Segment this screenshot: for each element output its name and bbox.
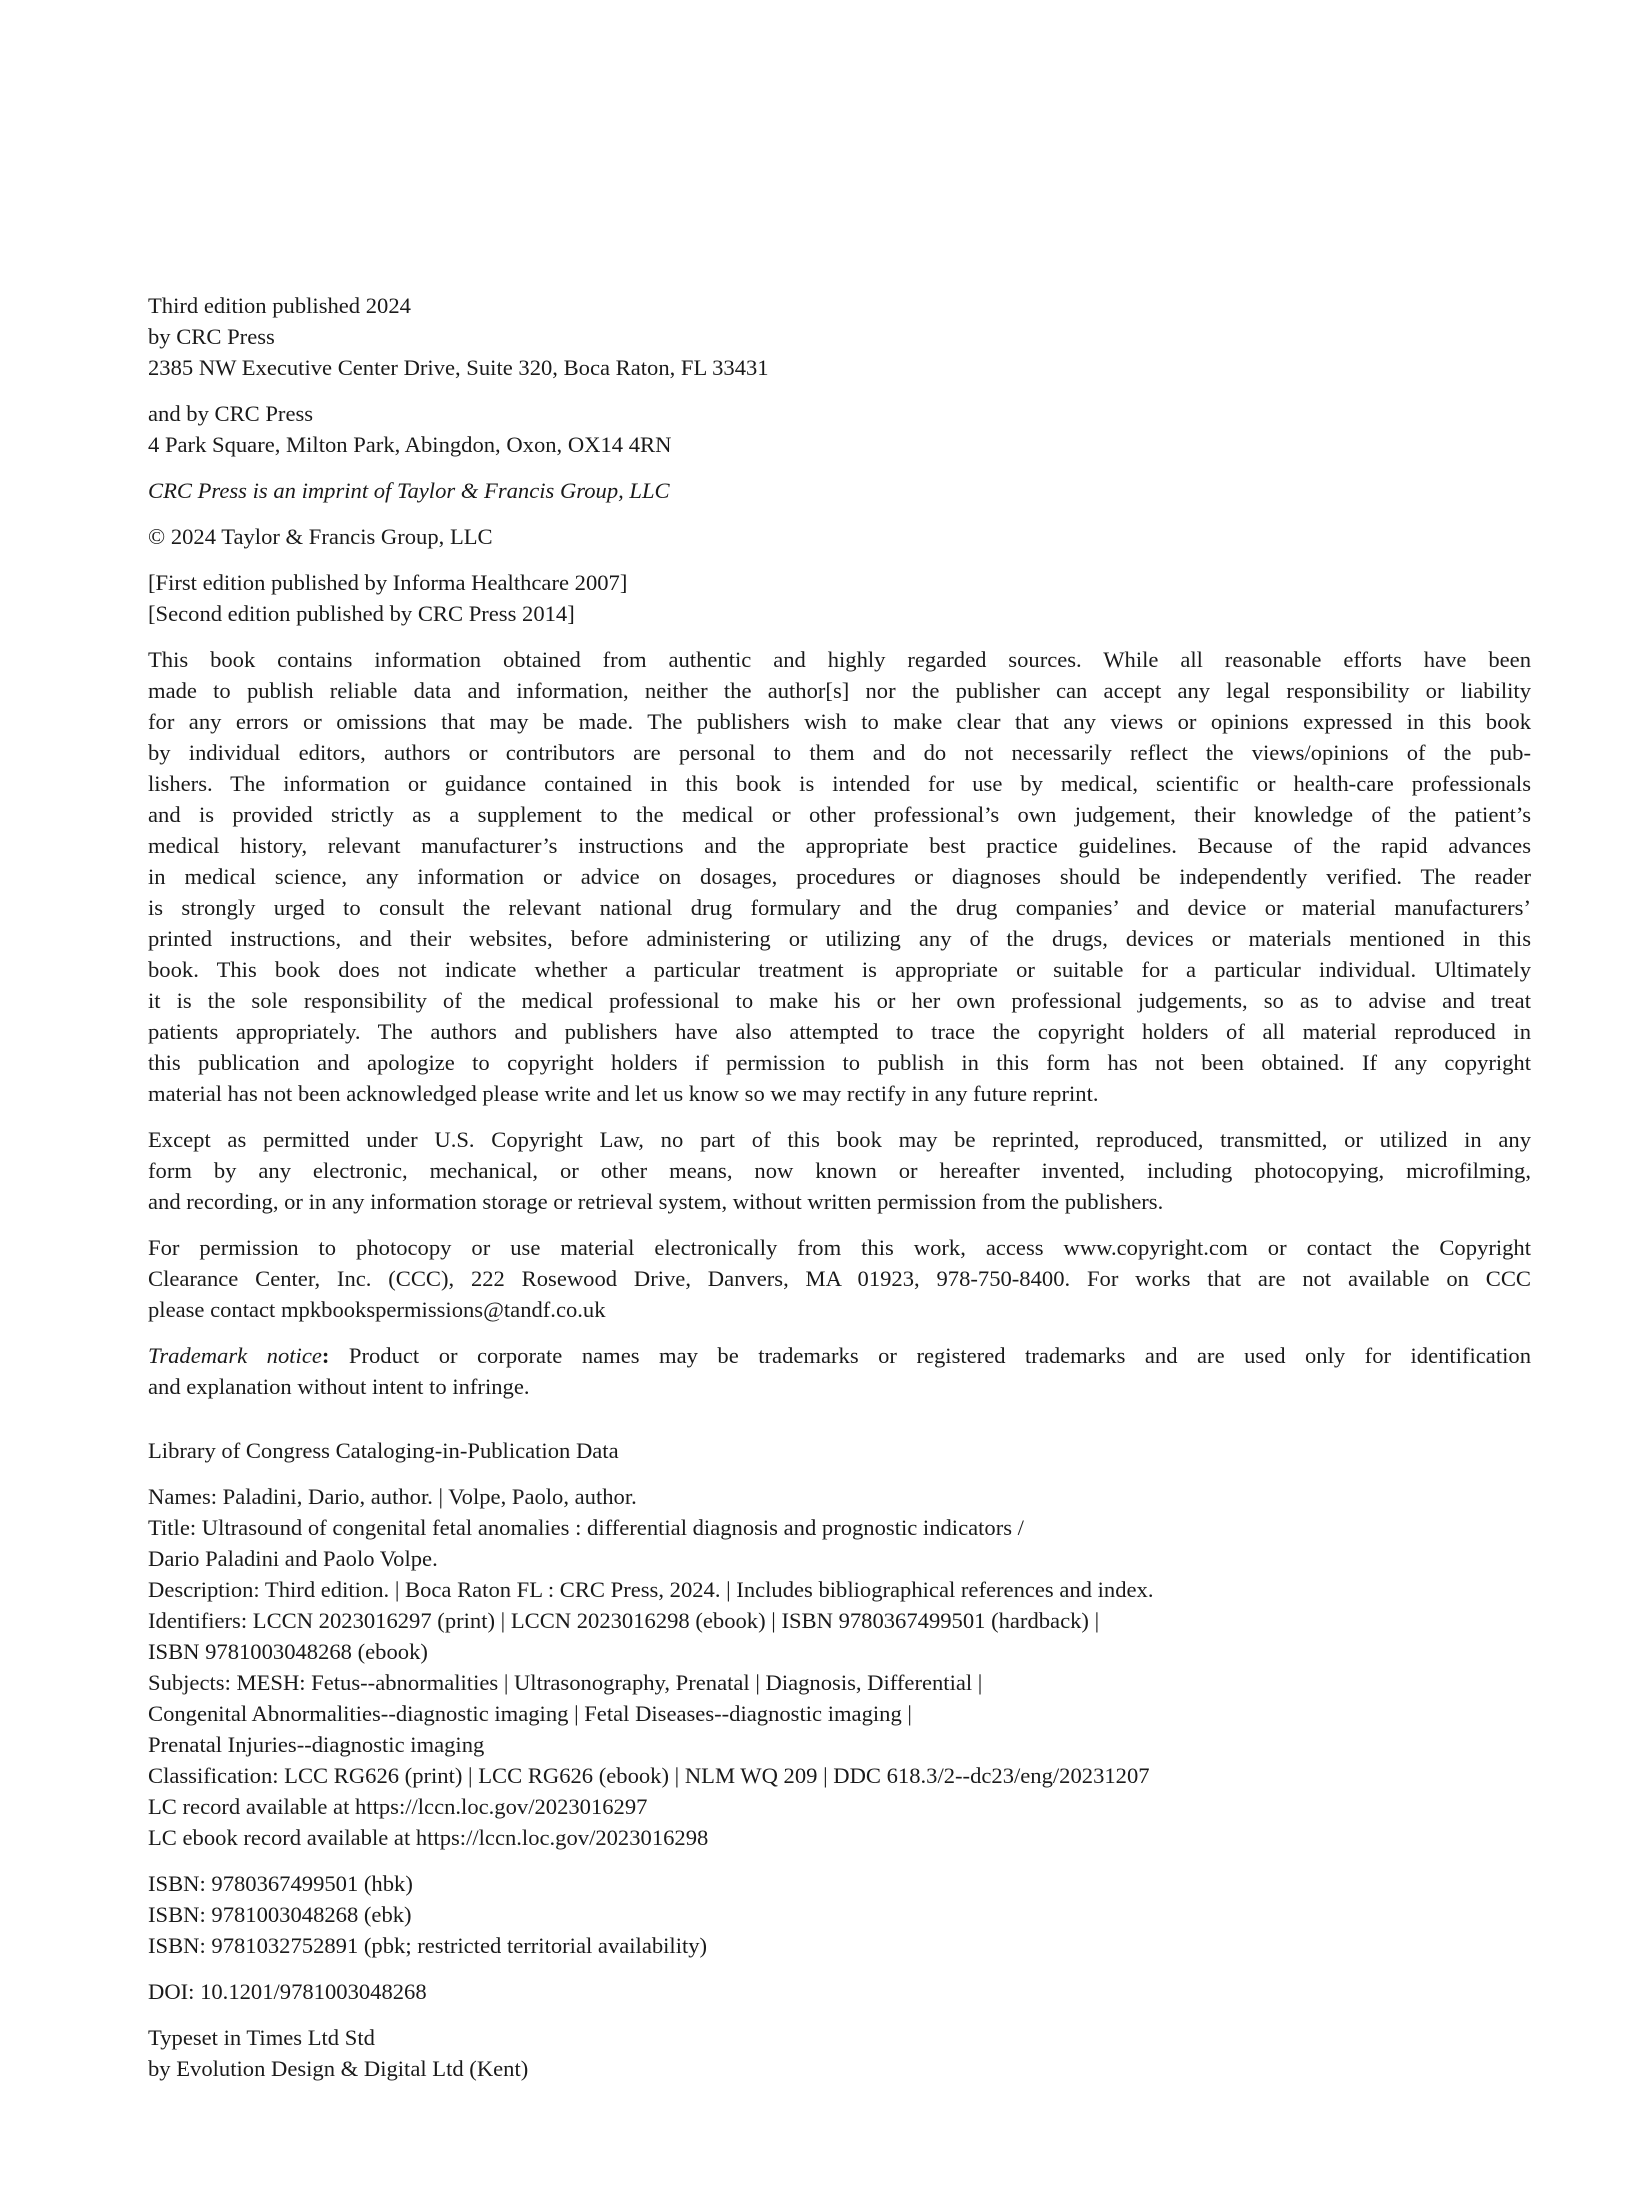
trademark-colon: : — [321, 1343, 330, 1368]
disclaimer-line: lishers. The information or guidance contained in this book is intended for use by medical, scientific or health-care professionals — [148, 771, 1531, 796]
disclaimer-line: in medical science, any information or advice on dosages, procedures or diagnoses should be independently verified. The reader — [148, 864, 1531, 889]
permissions-line: For permission to photocopy or use material electronically from this work, access www.copyright.com or contact the Copyright — [148, 1235, 1531, 1260]
disclaimer-line: This book contains information obtained from authentic and highly regarded sources. While all reasonable efforts have been — [148, 647, 1531, 672]
imprint-note-text: CRC Press is an imprint of Taylor & Francis Group, LLC — [148, 478, 670, 503]
disclaimer-line: printed instructions, and their websites, before administering or utilizing any of the drugs, devices or materials mentioned in this — [148, 926, 1531, 951]
isbn-line: ISBN: 9781032752891 (pbk; restricted territorial availability) — [148, 1933, 708, 1958]
disclaimer-line: for any errors or omissions that may be made. The publishers wish to make clear that any views or opinions expressed in this book — [148, 709, 1531, 734]
cip-heading — [148, 1435, 1531, 1466]
isbn-list — [148, 1868, 1531, 1961]
typeset-credit — [148, 2022, 1531, 2084]
copyright-notice — [148, 521, 1531, 552]
permissions-paragraph — [148, 1232, 1531, 1325]
typeset-line: Typeset in Times Ltd Std — [148, 2025, 375, 2050]
disclaimer-line: made to publish reliable data and information, neither the author[s] nor the publisher can accept any legal responsibility or liability — [148, 678, 1531, 703]
copyright-page — [148, 290, 1531, 2084]
copyright-text: © 2024 Taylor & Francis Group, LLC — [148, 524, 493, 549]
publisher-line: and by CRC Press — [148, 401, 314, 426]
publisher-address: 2385 NW Executive Center Drive, Suite 320, Boca Raton, FL 33431 — [148, 355, 769, 380]
cip-line: Identifiers: LCCN 2023016297 (print) | LCCN 2023016298 (ebook) | ISBN 9780367499501 (hardback) | — [148, 1608, 1100, 1633]
copyright-law-line: Except as permitted under U.S. Copyright Law, no part of this book may be reprinted, reproduced, transmitted, or utilized in any — [148, 1127, 1531, 1152]
second-publisher-block — [148, 398, 1531, 460]
cip-heading-text: Library of Congress Cataloging-in-Publication Data — [148, 1438, 619, 1463]
disclaimer-line: patients appropriately. The authors and publishers have also attempted to trace the copyright holders of all material reproduced in — [148, 1019, 1531, 1044]
disclaimer-line: it is the sole responsibility of the medical professional to make his or her own professional judgements, so as to advise and treat — [148, 988, 1531, 1013]
disclaimer-line: material has not been acknowledged please write and let us know so we may rectify in any future reprint. — [148, 1081, 1099, 1106]
cip-line: Classification: LCC RG626 (print) | LCC RG626 (ebook) | NLM WQ 209 | DDC 618.3/2--dc23/eng/20231207 — [148, 1763, 1150, 1788]
trademark-paragraph — [148, 1340, 1531, 1402]
doi-text: DOI: 10.1201/9781003048268 — [148, 1979, 427, 2004]
cip-line: Title: Ultrasound of congenital fetal anomalies : differential diagnosis and prognostic indicators / — [148, 1515, 1024, 1540]
cip-line: Prenatal Injuries--diagnostic imaging — [148, 1732, 485, 1757]
trademark-text: Product or corporate names may be trademarks or registered trademarks and are used only for identification — [329, 1343, 1531, 1368]
copyright-law-line: and recording, or in any information storage or retrieval system, without written permission from the publishers. — [148, 1189, 1164, 1214]
trademark-line: and explanation without intent to infringe. — [148, 1374, 530, 1399]
permissions-line: please contact mpkbookspermissions@tandf.co.uk — [148, 1297, 606, 1322]
cip-line: LC record available at https://lccn.loc.gov/2023016297 — [148, 1794, 648, 1819]
publisher-address: 4 Park Square, Milton Park, Abingdon, Oxon, OX14 4RN — [148, 432, 672, 457]
disclaimer-line: this publication and apologize to copyright holders if permission to publish in this form has not been obtained. If any copyright — [148, 1050, 1531, 1075]
cip-line: ISBN 9781003048268 (ebook) — [148, 1639, 428, 1664]
disclaimer-line: book. This book does not indicate whether a particular treatment is appropriate or suitable for a particular individual. Ultimately — [148, 957, 1531, 982]
cip-line: Congenital Abnormalities--diagnostic imaging | Fetal Diseases--diagnostic imaging | — [148, 1701, 912, 1726]
doi — [148, 1976, 1531, 2007]
copyright-law-paragraph — [148, 1124, 1531, 1217]
disclaimer-line: medical history, relevant manufacturer’s instructions and the appropriate best practice guidelines. Because of the rapid advances — [148, 833, 1531, 858]
disclaimer-line: is strongly urged to consult the relevant national drug formulary and the drug companies’ and device or material manufacturers’ — [148, 895, 1531, 920]
copyright-law-line: form by any electronic, mechanical, or other means, now known or hereafter invented, including photocopying, microfilming, — [148, 1158, 1531, 1183]
edition-history-line: [First edition published by Informa Healthcare 2007] — [148, 570, 628, 595]
cip-line: Names: Paladini, Dario, author. | Volpe, Paolo, author. — [148, 1484, 637, 1509]
disclaimer-paragraph — [148, 644, 1531, 1109]
isbn-line: ISBN: 9781003048268 (ebk) — [148, 1902, 412, 1927]
trademark-label: Trademark notice — [148, 1343, 322, 1368]
cip-line: Description: Third edition. | Boca Raton FL : CRC Press, 2024. | Includes bibliographical references and index. — [148, 1577, 1154, 1602]
cip-line: Dario Paladini and Paolo Volpe. — [148, 1546, 438, 1571]
permissions-line: Clearance Center, Inc. (CCC), 222 Rosewood Drive, Danvers, MA 01923, 978-750-8400. For works that are not available on CCC — [148, 1266, 1531, 1291]
cip-line: LC ebook record available at https://lccn.loc.gov/2023016298 — [148, 1825, 709, 1850]
edition-history — [148, 567, 1531, 629]
publisher-line: Third edition published 2024 — [148, 293, 411, 318]
disclaimer-line: by individual editors, authors or contributors are personal to them and do not necessarily reflect the views/opinions of the pub- — [148, 740, 1531, 765]
isbn-line: ISBN: 9780367499501 (hbk) — [148, 1871, 413, 1896]
edition-history-line: [Second edition published by CRC Press 2014] — [148, 601, 575, 626]
imprint-note — [148, 475, 1531, 506]
disclaimer-line: and is provided strictly as a supplement to the medical or other professional’s own judgement, their knowledge of the patient’s — [148, 802, 1531, 827]
publisher-line: by CRC Press — [148, 324, 275, 349]
cip-line: Subjects: MESH: Fetus--abnormalities | Ultrasonography, Prenatal | Diagnosis, Differential | — [148, 1670, 983, 1695]
publisher-block — [148, 290, 1531, 383]
typeset-line: by Evolution Design & Digital Ltd (Kent) — [148, 2056, 529, 2081]
trademark-line — [148, 1340, 1531, 1371]
cip-record — [148, 1481, 1531, 1853]
